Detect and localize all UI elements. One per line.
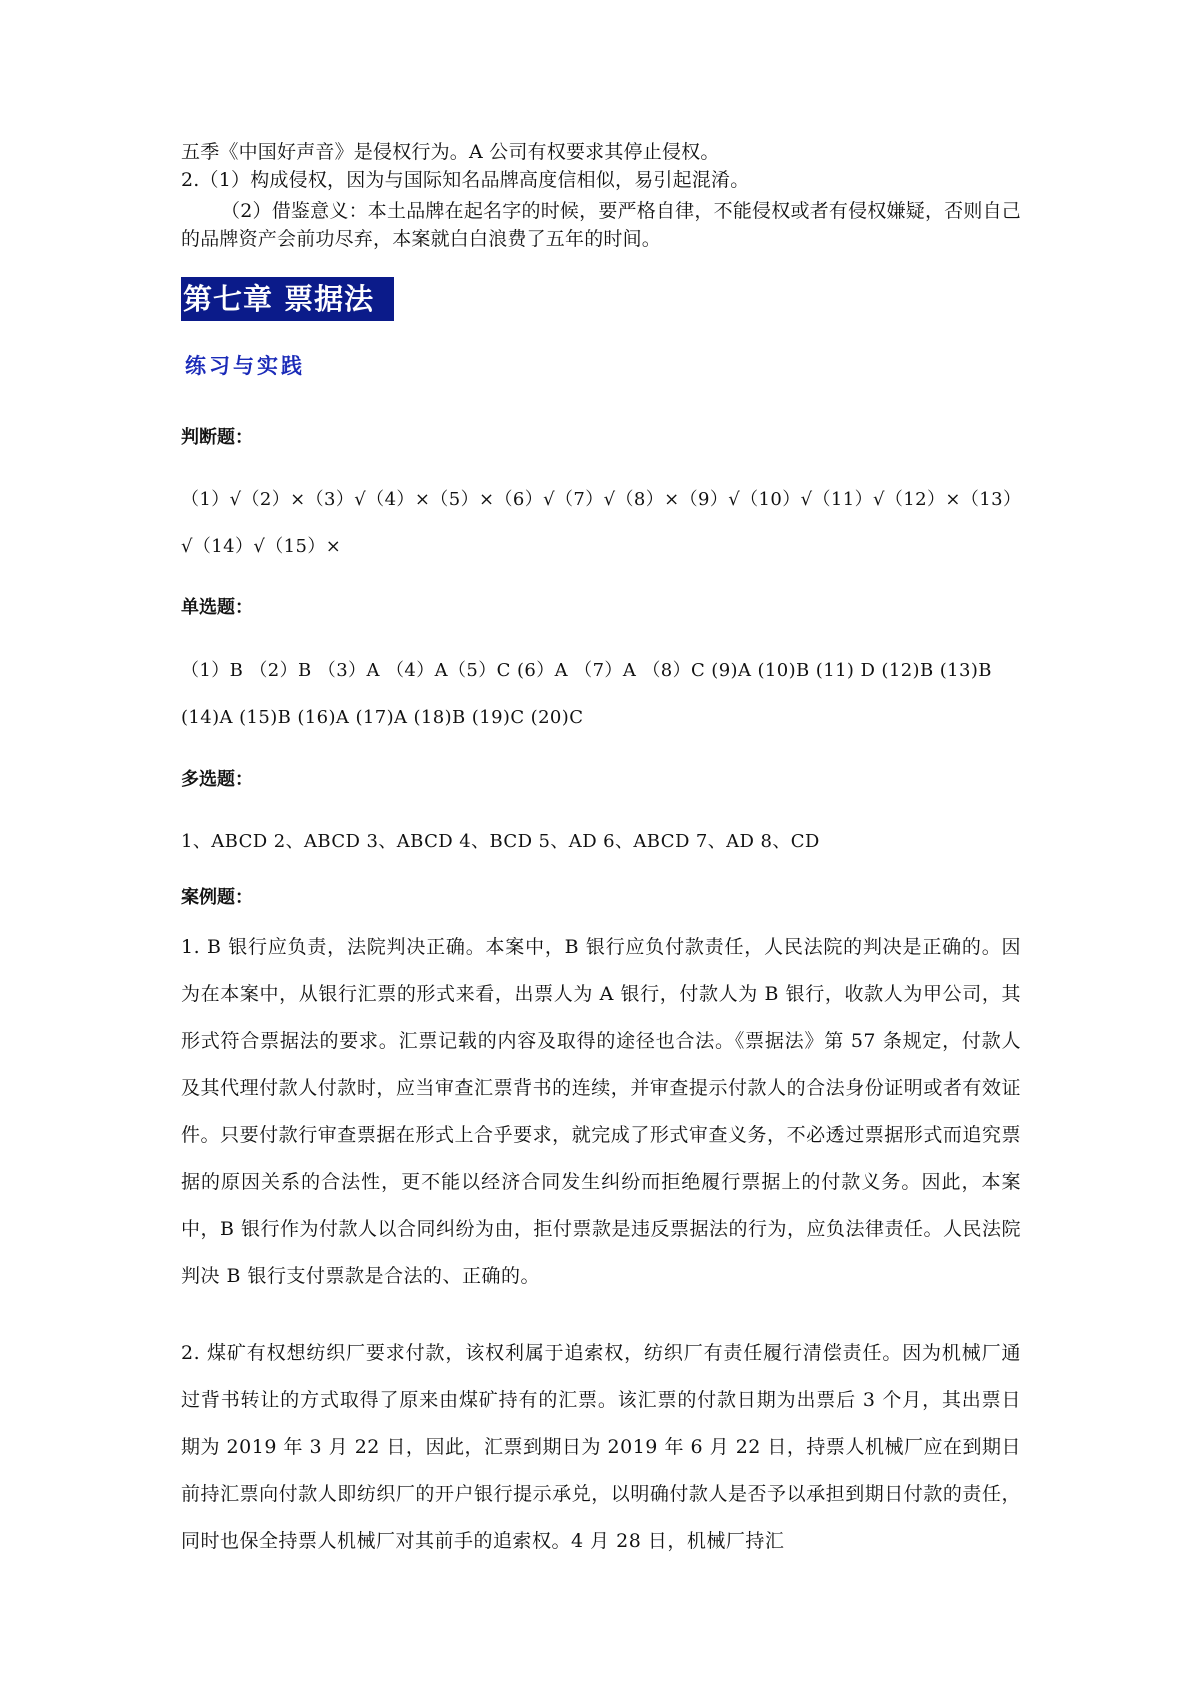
case-study-heading: 案例题：: [181, 887, 253, 908]
paragraph-continuation: 五季《中国好声音》是侵权行为。A 公司有权要求其停止侵权。: [181, 141, 720, 163]
single-choice-heading: 单选题：: [181, 597, 253, 618]
true-false-answers: （1）√（2）×（3）√（4）×（5）×（6）√（7）√（8）×（9）√（10）√（11）√（12）×（13）√（14）√（15）×: [181, 489, 1013, 557]
paragraph-answer-2-1: 2.（1）构成侵权，因为与国际知名品牌高度信相似，易引起混淆。: [181, 169, 750, 191]
case-answer-2: 2. 煤矿有权想纺织厂要求付款，该权利属于追索权，纺织厂有责任履行清偿责任。因为机械厂通过背书转让的方式取得了原来由煤矿持有的汇票。该汇票的付款日期为出票后 3 个月，其出票日期为 2019 年 3 月 22 日，因此，汇票到期日为 2019 年 6 月 22 日，持票人机械厂应在到期日前持汇票向付款人即纺织厂的开户银行提示承兑，以明确付款人是否予以承担到期日付款的责任，同时也保全持票人机械厂对其前手的追索权。4 月 28 日，机械厂持汇: [181, 1342, 1021, 1552]
multiple-choice-heading: 多选题：: [181, 769, 253, 790]
practice-section-title: 练习与实践: [185, 354, 305, 378]
case-answer-1: 1. B 银行应负责，法院判决正确。本案中，B 银行应负付款责任，人民法院的判决是正确的。因为在本案中，从银行汇票的形式来看，出票人为 A 银行，付款人为 B 银行，收款人为甲公司，其形式符合票据法的要求。汇票记载的内容及取得的途径也合法。《票据法》第 57 条规定，付款人及其代理付款人付款时，应当审查汇票背书的连续，并审查提示付款人的合法身份证明或者有效证件。只要付款行审查票据在形式上合乎要求，就完成了形式审查义务，不必透过票据形式而追究票据的原因关系的合法性，更不能以经济合同发生纠纷而拒绝履行票据上的付款义务。因此，本案中，B 银行作为付款人以合同纠纷为由，拒付票款是违反票据法的行为，应负法律责任。人民法院判决 B 银行支付票款是合法的、正确的。: [181, 936, 1022, 1287]
multiple-choice-answers: 1、ABCD 2、ABCD 3、ABCD 4、BCD 5、AD 6、ABCD 7、AD 8、CD: [181, 831, 820, 852]
true-false-heading: 判断题：: [181, 427, 253, 448]
paragraph-answer-2-2: （2）借鉴意义：本土品牌在起名字的时候，要严格自律，不能侵权或者有侵权嫌疑，否则自己的品牌资产会前功尽弃，本案就白白浪费了五年的时间。: [181, 200, 1021, 250]
single-choice-answers: （1）B （2）B （3）A （4）A（5）C (6）A （7）A （8）C (9)A (10)B (11) D (12)B (13)B (14)A (15)B (16)A (17)A (18)B (19)C (20)C: [181, 660, 992, 728]
chapter-title: 第七章 票据法: [181, 277, 394, 321]
